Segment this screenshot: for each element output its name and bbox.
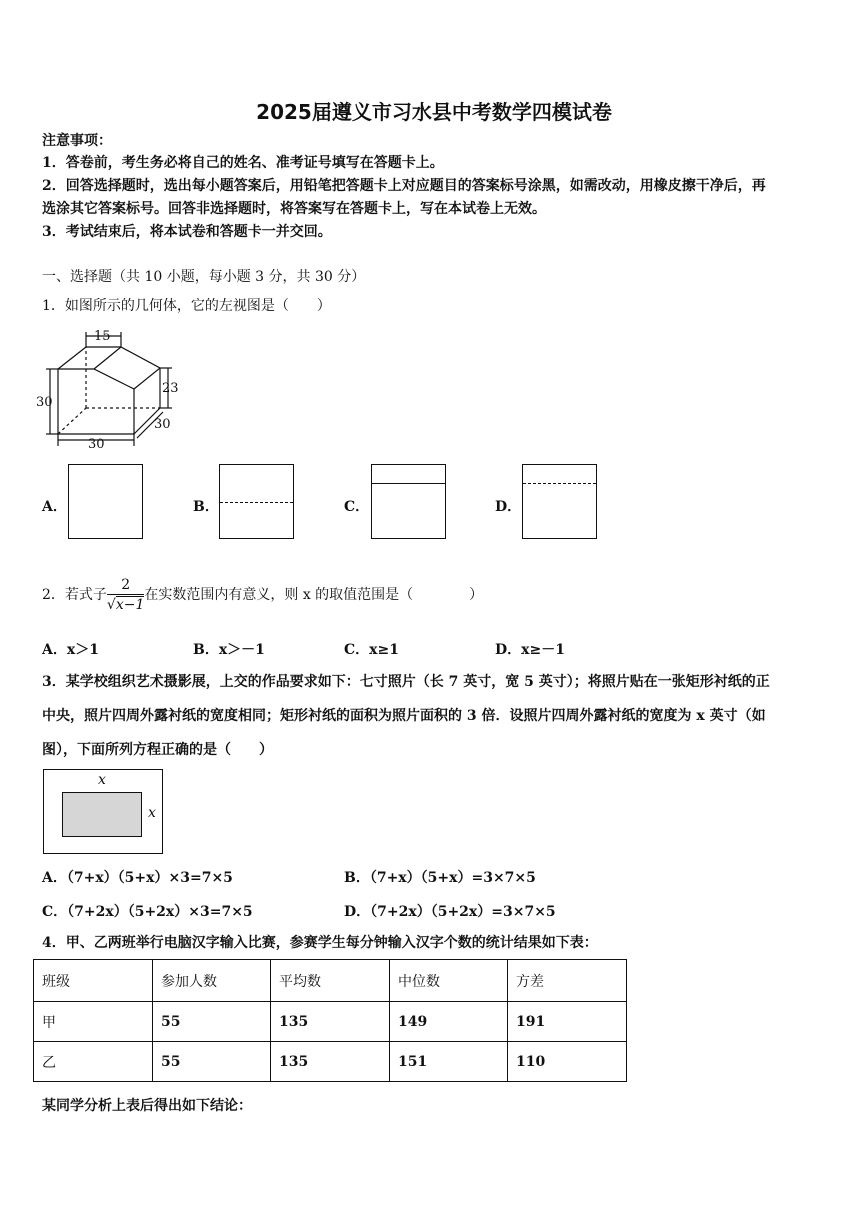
q1-option-a-label: A． xyxy=(42,499,67,515)
question-2-stem xyxy=(42,575,483,615)
table-cell: 甲 xyxy=(34,1002,153,1042)
section-heading: 一、选择题（共 10 小题，每小题 3 分，共 30 分） xyxy=(42,269,366,285)
q1-option-d-label: D． xyxy=(495,499,522,515)
table-cell: 135 xyxy=(271,1042,390,1082)
question-3-line: 3．某学校组织艺术摄影展，上交的作品要求如下：七寸照片（长 7 英寸，宽 5 英寸）；将照片贴在一张矩形衬纸的正 xyxy=(42,674,770,690)
q1-option-b-figure xyxy=(219,464,294,539)
q4-after-text: 某同学分析上表后得出如下结论： xyxy=(42,1098,252,1114)
q1-option-c-figure xyxy=(371,464,446,539)
q2-fraction xyxy=(107,576,144,615)
q2-pre: 2．若式子 xyxy=(42,587,107,603)
question-3-line: 图），下面所列方程正确的是（ ） xyxy=(42,742,273,758)
table-cell: 191 xyxy=(508,1002,627,1042)
table-header-cell: 方差 xyxy=(508,960,627,1002)
notice-item: 1．答卷前，考生务必将自己的姓名、准考证号填写在答题卡上。 xyxy=(42,155,444,171)
table-row xyxy=(34,1002,627,1042)
table-cell: 乙 xyxy=(34,1042,153,1082)
dim-bottom-label: 30 xyxy=(88,437,105,452)
table-header-row xyxy=(34,960,627,1002)
q3-mat-figure xyxy=(43,769,163,854)
q2-option-a: A．x＞1 xyxy=(42,642,99,658)
dim-right-label: 23 xyxy=(162,381,179,396)
q3-option-d: D．（7+2x）（5+2x）=3×7×5 xyxy=(344,904,556,920)
dim-depth-label: 30 xyxy=(154,417,171,432)
question-3-line: 中央，照片四周外露衬纸的宽度相同；矩形衬纸的面积为照片面积的 3 倍．设照片四周外露衬纸的宽度为 x 英寸（如 xyxy=(42,708,766,724)
q3-option-a: A．（7+x）（5+x）×3=7×5 xyxy=(42,870,233,886)
table-cell: 149 xyxy=(390,1002,508,1042)
q3-x-label-top: x xyxy=(98,772,106,788)
q1-solid-figure xyxy=(36,322,186,452)
q1-option-b-label: B． xyxy=(193,499,219,515)
q4-stats-table xyxy=(33,959,627,1082)
q2-numerator: 2 xyxy=(107,576,144,595)
q3-photo-rect xyxy=(62,792,142,837)
table-cell: 55 xyxy=(153,1042,271,1082)
q2-post: 在实数范围内有意义，则 x 的取值范围是（ ） xyxy=(144,587,484,603)
table-header-cell: 班级 xyxy=(34,960,153,1002)
page-title: 2025届遵义市习水县中考数学四模试卷 xyxy=(256,100,612,124)
table-cell: 151 xyxy=(390,1042,508,1082)
dim-left-label: 30 xyxy=(36,395,53,410)
table-header-cell: 中位数 xyxy=(390,960,508,1002)
table-header-cell: 参加人数 xyxy=(153,960,271,1002)
table-cell: 110 xyxy=(508,1042,627,1082)
q1-option-d-figure xyxy=(522,464,597,539)
notice-item: 2．回答选择题时，选出每小题答案后，用铅笔把答题卡上对应题目的答案标号涂黑，如需改动，用橡皮擦干净后，再 xyxy=(42,178,766,194)
q2-option-d: D．x≥－1 xyxy=(495,642,565,658)
notice-item: 3．考试结束后，将本试卷和答题卡一并交回。 xyxy=(42,224,332,240)
q1-option-a-figure xyxy=(68,464,143,539)
q3-x-label-right: x xyxy=(148,805,156,821)
question-4-stem: 4．甲、乙两班举行电脑汉字输入比赛，参赛学生每分钟输入汉字个数的统计结果如下表： xyxy=(42,935,598,951)
q2-denominator: √x−1 xyxy=(106,596,145,613)
dim-top-label: 15 xyxy=(94,329,111,344)
q3-option-c: C．（7+2x）（5+2x）×3=7×5 xyxy=(42,904,253,920)
question-1-stem: 1．如图所示的几何体，它的左视图是（ ） xyxy=(42,298,331,314)
table-cell: 55 xyxy=(153,1002,271,1042)
q2-option-b: B．x＞－1 xyxy=(193,642,265,658)
table-cell: 135 xyxy=(271,1002,390,1042)
notice-item: 选涂其它答案标号。回答非选择题时，将答案写在答题卡上，写在本试卷上无效。 xyxy=(42,201,546,217)
q2-option-c: C．x≥1 xyxy=(344,642,399,658)
notice-heading: 注意事项： xyxy=(42,133,112,149)
table-header-cell: 平均数 xyxy=(271,960,390,1002)
table-row xyxy=(34,1042,627,1082)
q1-option-c-label: C． xyxy=(344,499,370,515)
q3-option-b: B．（7+x）（5+x）=3×7×5 xyxy=(344,870,536,886)
